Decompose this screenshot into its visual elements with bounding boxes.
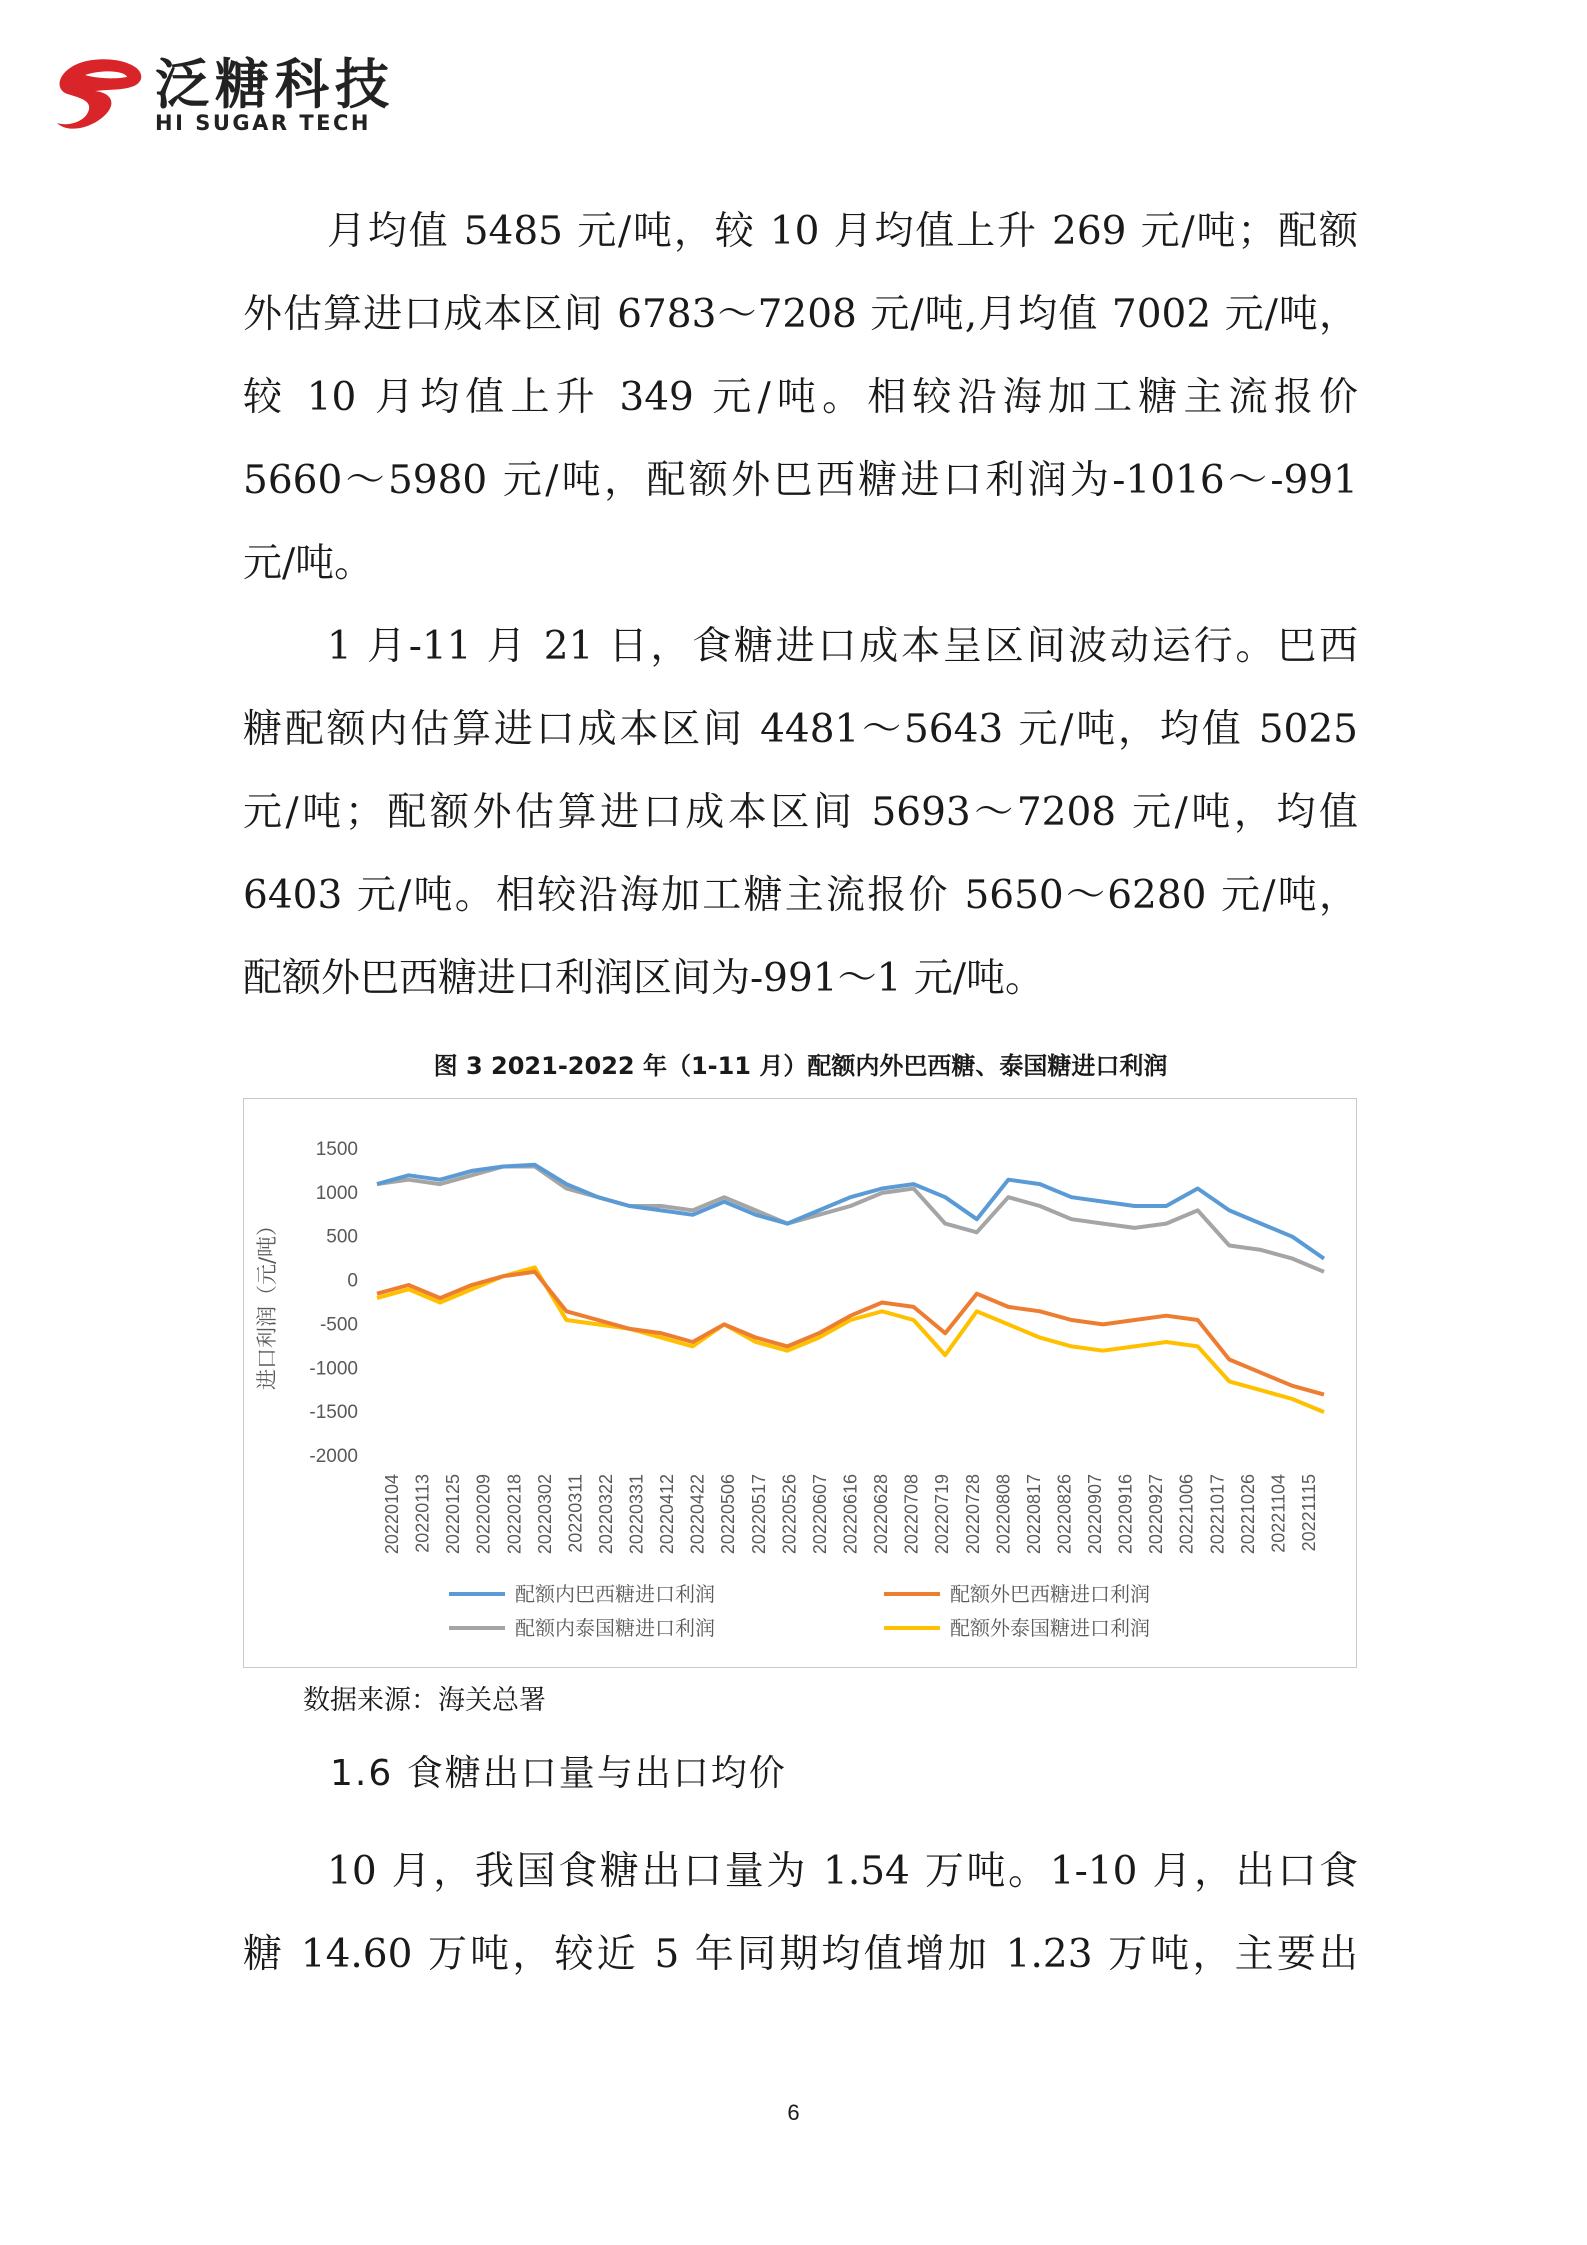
x-tick-label: 20220209 bbox=[473, 1474, 494, 1555]
page-number: 6 bbox=[787, 2100, 800, 2125]
x-tick-label: 20220607 bbox=[809, 1474, 830, 1555]
text-line: 月均值 5485 元/吨，较 10 月均值上升 269 元/吨；配额 bbox=[327, 209, 1358, 254]
sugar-logo-icon bbox=[55, 57, 151, 135]
profit-line-chart bbox=[243, 1098, 1357, 1668]
y-tick-label: -1500 bbox=[309, 1402, 358, 1424]
x-tick-label: 20220113 bbox=[412, 1474, 433, 1553]
legend-label: 配额内泰国糖进口利润 bbox=[515, 1616, 715, 1640]
text-line: 糖配额内估算进口成本区间 4481～5643 元/吨，均值 5025 bbox=[243, 707, 1358, 752]
x-tick-label: 20220517 bbox=[748, 1474, 769, 1555]
text-line: 配额外巴西糖进口利润区间为-991～1 元/吨。 bbox=[243, 956, 1044, 1001]
series-line bbox=[377, 1272, 1324, 1395]
series-line bbox=[377, 1267, 1324, 1412]
data-source-note: 数据来源：海关总署 bbox=[303, 1685, 546, 1716]
x-tick-label: 20221026 bbox=[1237, 1474, 1258, 1555]
text-line: 10 月，我国食糖出口量为 1.54 万吨。1-10 月，出口食 bbox=[327, 1849, 1358, 1894]
x-tick-label: 20221115 bbox=[1299, 1474, 1319, 1552]
text-line: 6403 元/吨。相较沿海加工糖主流报价 5650～6280 元/吨， bbox=[243, 873, 1358, 918]
y-tick-label: -500 bbox=[319, 1314, 358, 1336]
text-line: 1 月-11 月 21 日，食糖进口成本呈区间波动运行。巴西 bbox=[327, 624, 1358, 669]
x-tick-label: 20220506 bbox=[718, 1474, 739, 1555]
chart-svg bbox=[244, 1099, 1358, 1669]
logo-english-name: HI SUGAR TECH bbox=[155, 111, 372, 135]
text-line: 较 10 月均值上升 349 元/吨。相较沿海加工糖主流报价 bbox=[243, 375, 1358, 420]
x-tick-label: 20220311 bbox=[565, 1474, 586, 1553]
text-line: 元/吨；配额外估算进口成本区间 5693～7208 元/吨，均值 bbox=[243, 790, 1358, 835]
y-tick-label: 500 bbox=[326, 1226, 358, 1248]
paragraph-3 bbox=[243, 1830, 1358, 1996]
legend-label: 配额内巴西糖进口利润 bbox=[515, 1582, 715, 1606]
y-tick-label: -1000 bbox=[309, 1358, 358, 1380]
x-tick-label: 20220422 bbox=[687, 1474, 708, 1555]
header-logo bbox=[55, 53, 395, 135]
logo-chinese-name: 泛糖科技 bbox=[155, 53, 395, 116]
legend-label: 配额外泰国糖进口利润 bbox=[950, 1616, 1150, 1640]
x-tick-label: 20220708 bbox=[901, 1474, 922, 1555]
y-axis-title: 进口利润（元/吨） bbox=[255, 1214, 279, 1391]
x-tick-label: 20220907 bbox=[1085, 1474, 1106, 1555]
section-heading: 1.6 食糖出口量与出口均价 bbox=[330, 1753, 787, 1794]
text-line: 外估算进口成本区间 6783～7208 元/吨,月均值 7002 元/吨， bbox=[243, 292, 1358, 337]
series-line bbox=[377, 1165, 1324, 1259]
text-line: 5660～5980 元/吨，配额外巴西糖进口利润为-1016～-991 bbox=[243, 458, 1358, 503]
x-tick-label: 20220719 bbox=[932, 1474, 953, 1555]
x-tick-label: 20220927 bbox=[1146, 1474, 1167, 1555]
text-line: 元/吨。 bbox=[243, 541, 374, 586]
x-tick-label: 20221104 bbox=[1268, 1474, 1289, 1553]
x-tick-label: 20220826 bbox=[1054, 1474, 1075, 1555]
x-tick-label: 20220728 bbox=[962, 1474, 983, 1555]
y-tick-label: 1500 bbox=[315, 1139, 358, 1160]
y-tick-label: 0 bbox=[347, 1270, 358, 1292]
y-tick-label: 1000 bbox=[315, 1182, 358, 1204]
y-tick-label: -2000 bbox=[309, 1446, 358, 1467]
figure-title: 图 3 2021-2022 年（1-11 月）配额内外巴西糖、泰国糖进口利润 bbox=[433, 1052, 1168, 1080]
x-tick-label: 20220331 bbox=[626, 1474, 647, 1555]
x-tick-label: 20220817 bbox=[1023, 1474, 1044, 1555]
x-tick-label: 20220616 bbox=[840, 1474, 861, 1555]
paragraph-1 bbox=[243, 190, 1358, 605]
x-tick-label: 20220218 bbox=[504, 1474, 525, 1555]
x-tick-label: 20220104 bbox=[382, 1474, 402, 1555]
x-tick-label: 20220808 bbox=[993, 1474, 1014, 1555]
legend-label: 配额外巴西糖进口利润 bbox=[950, 1582, 1150, 1606]
paragraph-2 bbox=[243, 605, 1358, 1020]
x-tick-label: 20220125 bbox=[443, 1474, 464, 1555]
x-tick-label: 20220628 bbox=[871, 1474, 892, 1555]
x-tick-label: 20220526 bbox=[779, 1474, 800, 1555]
series-line bbox=[377, 1167, 1324, 1272]
text-line: 糖 14.60 万吨，较近 5 年同期均值增加 1.23 万吨，主要出 bbox=[243, 1932, 1358, 1977]
x-tick-label: 20220916 bbox=[1115, 1474, 1136, 1555]
x-tick-label: 20221006 bbox=[1176, 1474, 1197, 1555]
x-tick-label: 20221017 bbox=[1207, 1474, 1228, 1555]
x-tick-label: 20220412 bbox=[657, 1474, 678, 1555]
x-tick-label: 20220302 bbox=[534, 1474, 555, 1555]
x-tick-label: 20220322 bbox=[595, 1474, 616, 1555]
